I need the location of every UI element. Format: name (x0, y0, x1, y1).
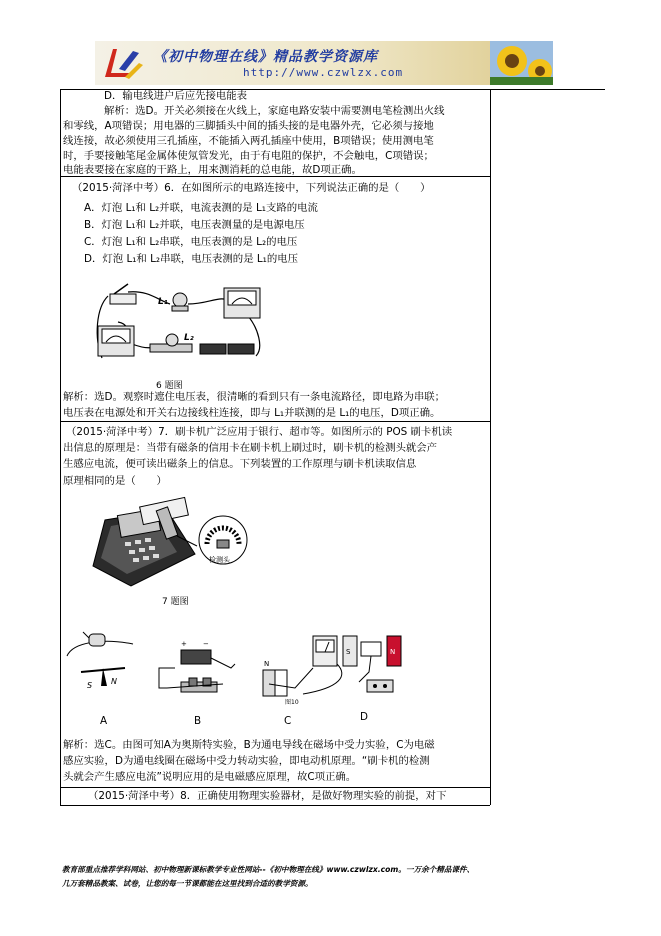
q7-analysis-line: 感应实验，D为通电线圈在磁场中受力转动实验，即电动机原理。“刷卡机的检测 (63, 755, 430, 767)
q7-option-figures (63, 628, 413, 712)
figure-a-oersted (67, 632, 133, 690)
q5-option-d: D．输电线进户后应先接电能表 (104, 90, 248, 102)
q5-analysis-line: 和零线，A项错误；用电器的三脚插头中间的插头接的是电器外壳，它必须与接地 (63, 120, 434, 132)
row-divider-3 (60, 787, 490, 788)
q5-analysis-line: 时，手要接触笔尾金属体使氖管发光，由于有电阻的保护，不会触电，C项错误； (63, 150, 434, 162)
q6-option-c: C．灯泡 L₁和 L₂串联，电压表测的是 L₂的电压 (84, 236, 298, 248)
svg-text:−: − (203, 640, 209, 648)
q5-analysis-line: 解析：选D。开关必须接在火线上，家庭电路安装中需要测电笔检测出火线 (104, 105, 445, 117)
banner-title: 《初中物理在线》精品教学资源库 (153, 49, 378, 65)
q6-option-b: B．灯泡 L₁和 L₂并联，电压表测量的是电源电压 (84, 219, 305, 231)
q7-analysis-line: 头就会产生感应电流”说明应用的是电磁感应原理，故C项正确。 (63, 771, 357, 783)
svg-text:N: N (264, 660, 270, 668)
table-left-border (60, 89, 61, 805)
svg-text:N: N (390, 648, 396, 656)
q6-analysis-line: 电压表在电源处和开关右边接线柱连接，即与 L₁并联测的是 L₁的电压，D项正确。 (63, 407, 441, 419)
footer-line-2: 几万套精品教案、试卷，让您的每一节课都能在这里找到合适的教学资源。 (62, 879, 313, 888)
q7-option-label-a: A (100, 715, 108, 727)
q5-analysis-line: 电能表要接在家庭的干路上，用来测消耗的总电能，故D项正确。 (63, 164, 362, 176)
label-l2: L₂ (184, 333, 194, 343)
q6-figure-caption: 6 题图 (156, 381, 183, 391)
fig-c-caption: 图10 (285, 699, 299, 706)
q5-analysis-line: 线连接，故必须使用三孔插座，不能插入两孔插座中使用，B项错误；使用测电笔 (63, 135, 434, 147)
site-logo-icon (99, 43, 145, 83)
table-bottom-border (60, 805, 490, 806)
svg-text:S: S (87, 681, 93, 690)
footer-line-1: 教育部重点推荐学科网站、初中物理新课标教学专业性网站--《初中物理在线》www.czwlzx.com。一万余个精品课件、 (62, 865, 475, 874)
q7-stem-line: 生感应电流，便可读出磁条上的信息。下列装置的工作原理与刷卡机读取信息 (63, 458, 417, 470)
q7-pos-terminal-figure (85, 496, 260, 594)
svg-text:N: N (111, 677, 117, 686)
q7-figure-caption: 7 题图 (162, 597, 189, 607)
svg-text:S: S (346, 648, 351, 656)
q6-analysis-line: 解析：选D。观察时遮住电压表，很清晰的看到只有一条电流路径，即电路为串联； (63, 391, 446, 403)
figure-b-wire-in-field (159, 640, 235, 692)
q6-option-d: D．灯泡 L₁和 L₂串联，电压表测的是 L₁的电压 (84, 253, 299, 265)
figure-d-motor (343, 636, 401, 692)
q6-option-a: A．灯泡 L₁和 L₂并联，电流表测的是 L₁支路的电流 (84, 202, 318, 214)
q7-option-label-c: C (284, 715, 292, 727)
site-banner (95, 41, 553, 85)
detector-head-label: 检测头 (209, 556, 230, 564)
figure-c-induction (263, 636, 342, 706)
q7-stem-line: 出信息的原理是：当带有磁条的信用卡在刷卡机上刷过时，刷卡机的检测头就会产 (63, 442, 438, 454)
label-l1: L₁ (158, 297, 168, 307)
q7-option-label-b: B (194, 715, 202, 727)
q8-stem: （2015·菏泽中考）8．正确使用物理实验器材，是做好物理实验的前提，对下 (88, 790, 447, 802)
table-right-border (490, 89, 491, 805)
q6-stem: （2015·菏泽中考）6．在如图所示的电路连接中，下列说法正确的是（ ） (72, 182, 431, 194)
q7-stem-line: （2015·菏泽中考）7．刷卡机广泛应用于银行、超市等。如图所示的 POS 刷卡机读 (66, 426, 453, 438)
q7-stem-line: 原理相同的是（ ） (63, 475, 167, 487)
banner-url[interactable]: http://www.czwlzx.com (243, 66, 404, 79)
sunflower-icon (490, 41, 553, 85)
q6-circuit-figure (88, 278, 278, 378)
q7-analysis-line: 解析：选C。由图可知A为奥斯特实验，B为通电导线在磁场中受力实验，C为电磁 (63, 739, 435, 751)
svg-text:+: + (181, 640, 187, 648)
q7-option-label-d: D (360, 711, 369, 723)
